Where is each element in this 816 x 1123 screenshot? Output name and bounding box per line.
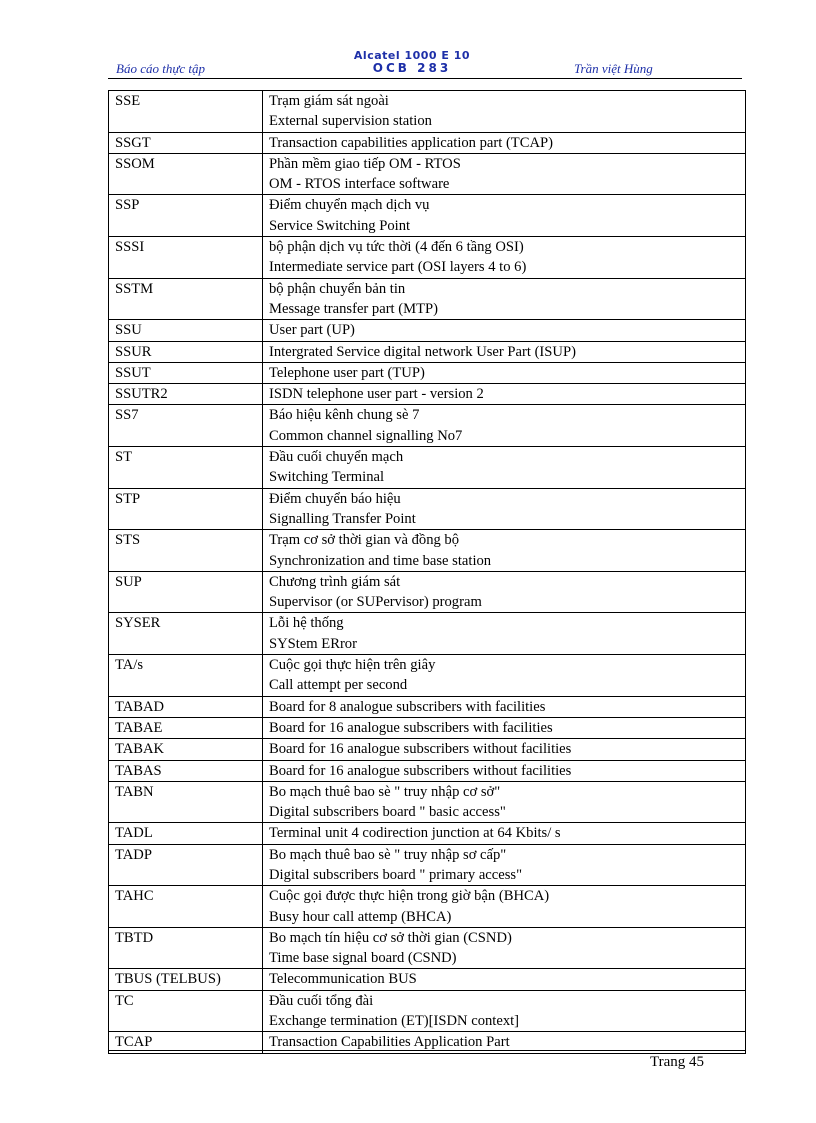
- abbreviation-description: [263, 781, 746, 823]
- table-row: [109, 613, 746, 655]
- table-row: [109, 132, 746, 153]
- header-report-title: Báo cáo thực tập: [116, 61, 206, 76]
- abbreviation-description: [263, 927, 746, 969]
- description-line: Intermediate service part (OSI layers 4 to 6): [269, 259, 527, 276]
- description-line: Cuộc gọi được thực hiện trong giờ bận (BHCA): [269, 888, 550, 905]
- abbreviation-code: SSUT: [109, 362, 263, 383]
- abbreviation-code: TBTD: [109, 927, 263, 969]
- header-author: Trần việt Hùng: [574, 61, 653, 76]
- abbreviation-code: SSE: [109, 91, 263, 133]
- abbreviation-description: [263, 530, 746, 572]
- description-line: Time base signal board (CSND): [269, 950, 457, 967]
- table-row: [109, 195, 746, 237]
- table-row: [109, 844, 746, 886]
- abbreviation-code: SSUR: [109, 341, 263, 362]
- abbreviation-description: [263, 91, 746, 133]
- description-line: Bo mạch tín hiệu cơ sở thời gian (CSND): [269, 929, 512, 946]
- table-row: [109, 447, 746, 489]
- abbreviation-description: [263, 341, 746, 362]
- description-line: Digital subscribers board " primary access": [269, 866, 523, 883]
- abbreviation-code: SUP: [109, 571, 263, 613]
- abbreviation-code: SSUTR2: [109, 384, 263, 405]
- page-header: [108, 48, 744, 80]
- header-logo-line2: OCB 283: [372, 61, 452, 75]
- abbreviation-code: SSP: [109, 195, 263, 237]
- abbreviation-description: [263, 844, 746, 886]
- description-line: Message transfer part (MTP): [269, 300, 438, 317]
- table-row: [109, 153, 746, 195]
- table-row: [109, 886, 746, 928]
- table-row: [109, 969, 746, 990]
- abbreviation-table: [108, 90, 746, 1054]
- abbreviation-code: TABN: [109, 781, 263, 823]
- description-line: Synchronization and time base station: [269, 552, 492, 569]
- abbreviation-description: [263, 153, 746, 195]
- table-row: [109, 760, 746, 781]
- abbreviation-code: TADL: [109, 823, 263, 844]
- table-row: [109, 739, 746, 760]
- abbreviation-description: [263, 278, 746, 320]
- abbreviation-description: [263, 571, 746, 613]
- description-line: Bo mạch thuê bao sè " truy nhập sơ cấp": [269, 846, 507, 863]
- abbreviation-description: [263, 132, 746, 153]
- table-row: [109, 696, 746, 717]
- abbreviation-code: STP: [109, 488, 263, 530]
- description-line: Signalling Transfer Point: [269, 510, 416, 527]
- header-logo: [328, 50, 496, 74]
- page-number: Trang 45: [650, 1054, 705, 1070]
- abbreviation-description: [263, 195, 746, 237]
- description-line: Transaction Capabilities Application Part: [269, 1034, 510, 1051]
- abbreviation-description: [263, 969, 746, 990]
- description-line: Bo mạch thuê bao sè " truy nhập cơ sở": [269, 783, 501, 800]
- abbreviation-code: TA/s: [109, 655, 263, 697]
- table-row: [109, 488, 746, 530]
- description-line: bộ phận chuyển bản tin: [269, 280, 406, 297]
- abbreviation-code: TAHC: [109, 886, 263, 928]
- abbreviation-description: [263, 613, 746, 655]
- description-line: Đầu cuối tổng đài: [269, 992, 374, 1009]
- description-line: User part (UP): [269, 322, 355, 339]
- table-row: [109, 278, 746, 320]
- abbreviation-code: TADP: [109, 844, 263, 886]
- description-line: Call attempt per second: [269, 677, 408, 694]
- description-line: Trạm giám sát ngoài: [269, 93, 389, 109]
- description-line: Digital subscribers board " basic access": [269, 804, 506, 821]
- abbreviation-code: SSTM: [109, 278, 263, 320]
- description-line: Cuộc gọi thực hiện trên giây: [269, 657, 436, 674]
- description-line: Busy hour call attemp (BHCA): [269, 908, 452, 925]
- abbreviation-code: SSSI: [109, 237, 263, 279]
- abbreviation-description: [263, 823, 746, 844]
- table-row: [109, 91, 746, 133]
- description-line: Lỗi hệ thống: [269, 615, 344, 632]
- footer-divider: [108, 1050, 746, 1051]
- description-line: Telephone user part (TUP): [269, 364, 425, 381]
- abbreviation-description: [263, 696, 746, 717]
- table-row: [109, 717, 746, 738]
- abbreviation-description: [263, 655, 746, 697]
- description-line: Trạm cơ sở thời gian và đồng bộ: [269, 532, 460, 549]
- abbreviation-code: SSOM: [109, 153, 263, 195]
- description-line: Telecommunication BUS: [269, 971, 417, 988]
- abbreviation-code: SS7: [109, 405, 263, 447]
- description-line: ISDN telephone user part - version 2: [269, 386, 484, 403]
- abbreviation-code: SSU: [109, 320, 263, 341]
- table-row: [109, 341, 746, 362]
- description-line: Điểm chuyển báo hiệu: [269, 490, 401, 507]
- table-row: [109, 320, 746, 341]
- abbreviation-code: TC: [109, 990, 263, 1032]
- abbreviation-code: TABAD: [109, 696, 263, 717]
- table-row: [109, 571, 746, 613]
- header-logo-line1: Alcatel 1000 E 10: [353, 49, 471, 62]
- description-line: Đầu cuối chuyển mạch: [269, 449, 404, 466]
- abbreviation-description: [263, 760, 746, 781]
- description-line: Service Switching Point: [269, 217, 411, 234]
- table-row: [109, 655, 746, 697]
- description-line: Intergrated Service digital network User Part (ISUP): [269, 343, 576, 360]
- description-line: Common channel signalling No7: [269, 427, 463, 444]
- abbreviation-description: [263, 886, 746, 928]
- abbreviation-description: [263, 990, 746, 1032]
- table-row: [109, 823, 746, 844]
- abbreviation-code: TBUS (TELBUS): [109, 969, 263, 990]
- abbreviation-code: SYSER: [109, 613, 263, 655]
- abbreviation-description: [263, 384, 746, 405]
- description-line: Terminal unit 4 codirection junction at 64 Kbits/ s: [269, 825, 561, 842]
- description-line: Chương trình giám sát: [269, 573, 401, 590]
- description-line: Board for 8 analogue subscribers with facilities: [269, 698, 546, 715]
- description-line: Board for 16 analogue subscribers with facilities: [269, 719, 553, 736]
- abbreviation-description: [263, 405, 746, 447]
- abbreviation-code: SSGT: [109, 132, 263, 153]
- table-row: [109, 405, 746, 447]
- table-row: [109, 927, 746, 969]
- description-line: SYStem ERror: [269, 635, 357, 652]
- table-row: [109, 530, 746, 572]
- description-line: Switching Terminal: [269, 469, 385, 486]
- abbreviation-code: TABAE: [109, 717, 263, 738]
- description-line: bộ phận dịch vụ tức thời (4 đến 6 tầng OSI): [269, 239, 524, 256]
- abbreviation-description: [263, 320, 746, 341]
- description-line: External supervision station: [269, 113, 432, 130]
- description-line: Supervisor (or SUPervisor) program: [269, 594, 482, 611]
- table-row: [109, 237, 746, 279]
- abbreviation-description: [263, 237, 746, 279]
- abbreviation-code: ST: [109, 447, 263, 489]
- table-row: [109, 362, 746, 383]
- table-row: [109, 990, 746, 1032]
- abbreviation-code: TABAK: [109, 739, 263, 760]
- description-line: Transaction capabilities application part (TCAP): [269, 134, 553, 151]
- abbreviation-description: [263, 362, 746, 383]
- description-line: Exchange termination (ET)[ISDN context]: [269, 1013, 520, 1030]
- table-row: [109, 781, 746, 823]
- abbreviation-code: STS: [109, 530, 263, 572]
- abbreviation-table-body: [109, 91, 746, 1054]
- description-line: Điểm chuyển mạch dịch vụ: [269, 197, 430, 214]
- description-line: OM - RTOS interface software: [269, 176, 450, 193]
- abbreviation-code: TCAP: [109, 1032, 263, 1053]
- header-divider: [108, 78, 742, 79]
- description-line: Board for 16 analogue subscribers without facilities: [269, 741, 572, 758]
- description-line: Phần mềm giao tiếp OM - RTOS: [269, 155, 461, 172]
- abbreviation-description: [263, 488, 746, 530]
- description-line: Báo hiệu kênh chung sè 7: [269, 407, 420, 424]
- table-row: [109, 384, 746, 405]
- abbreviation-description: [263, 739, 746, 760]
- abbreviation-code: TABAS: [109, 760, 263, 781]
- abbreviation-description: [263, 717, 746, 738]
- abbreviation-description: [263, 447, 746, 489]
- description-line: Board for 16 analogue subscribers without facilities: [269, 762, 572, 779]
